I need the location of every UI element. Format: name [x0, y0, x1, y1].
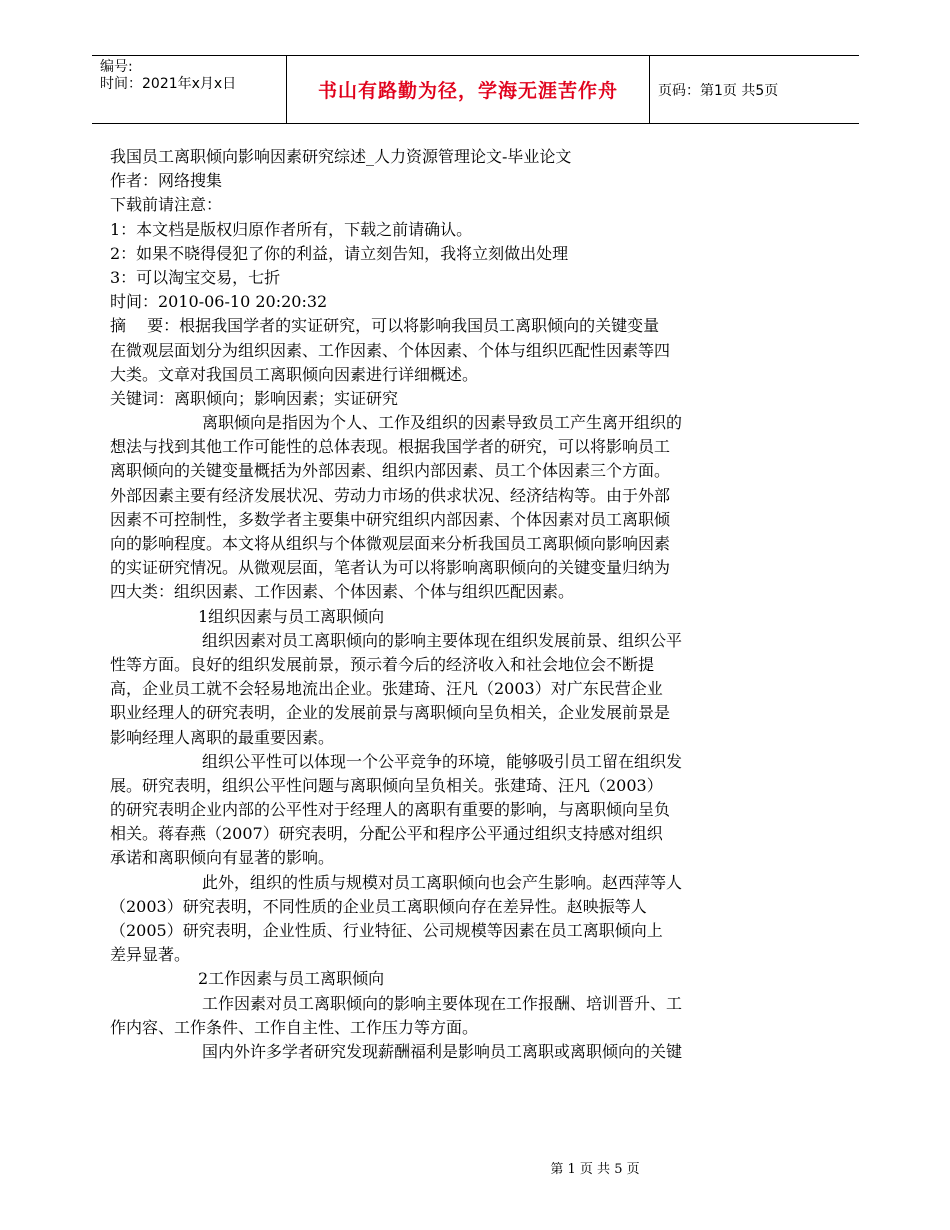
header-meta: [100, 59, 284, 93]
header-page-info: 页码：第1页 共5页: [658, 82, 779, 99]
text-line: 作内容、工作条件、工作自主性、工作压力等方面。: [110, 1017, 479, 1037]
text-line: 下载前请注意：: [110, 195, 223, 215]
text-line: 在微观层面划分为组织因素、工作因素、个体因素、个体与组织匹配性因素等四: [110, 340, 671, 360]
text-line: 我国员工离职倾向影响因素研究综述_人力资源管理论文-毕业论文: [110, 147, 572, 166]
text-line: 组织公平性可以体现一个公平竞争的环境，能够吸引员工留在组织发: [202, 751, 683, 771]
text-line: 影响经理人离职的最重要因素。: [110, 727, 335, 747]
text-line: 外部因素主要有经济发展状况、劳动力市场的供求状况、经济结构等。由于外部: [110, 485, 671, 505]
text-line: 1：本文档是版权归原作者所有，下载之前请确认。: [110, 219, 473, 239]
text-line: 高，企业员工就不会轻易地流出企业。张建琦、汪凡（2003）对广东民营企业: [110, 679, 663, 699]
document-time-label: 时间：2021年x月x日: [100, 76, 237, 92]
document-number-label: 编号:: [100, 59, 133, 75]
text-line: 国内外许多学者研究发现薪酬福利是影响员工离职或离职倾向的关键: [202, 1041, 683, 1061]
page-header: [92, 55, 859, 124]
text-line: 想法与找到其他工作可能性的总体表现。根据我国学者的研究，可以将影响员工: [110, 437, 671, 457]
text-line: 时间：2010-06-10 20:20:32: [110, 292, 328, 312]
text-line: 此外，组织的性质与规模对员工离职倾向也会产生影响。赵西萍等人: [202, 872, 683, 892]
document-body: [110, 145, 770, 1064]
text-line: 性等方面。良好的组织发展前景，预示着今后的经济收入和社会地位会不断提: [110, 654, 655, 674]
text-line: 的研究表明企业内部的公平性对于经理人的离职有重要的影响，与离职倾向呈负: [110, 800, 671, 820]
text-line: 职业经理人的研究表明，企业的发展前景与离职倾向呈负相关，企业发展前景是: [110, 703, 671, 723]
text-line: 承诺和离职倾向有显著的影响。: [110, 848, 335, 868]
text-line: （2005）研究表明，企业性质、行业特征、公司规模等因素在员工离职倾向上: [110, 921, 663, 940]
text-line: 2工作因素与员工离职倾向: [198, 969, 385, 989]
text-line: 作者：网络搜集: [110, 171, 223, 191]
text-line: 3：可以淘宝交易，七折: [110, 267, 281, 287]
text-line: 工作因素对员工离职倾向的影响主要体现在工作报酬、培训晋升、工: [202, 993, 683, 1013]
text-line: 关键词：离职倾向；影响因素；实证研究: [110, 388, 399, 408]
text-line: 的实证研究情况。从微观层面，笔者认为可以将影响离职倾向的关键变量归纳为: [110, 558, 671, 578]
page-footer: 第 1 页 共 5 页: [550, 1162, 640, 1177]
text-line: 向的影响程度。本文将从组织与个体微观层面来分析我国员工离职倾向影响因素: [110, 534, 671, 553]
text-line: 大类。文章对我国员工离职倾向因素进行详细概述。: [110, 364, 479, 384]
header-motto-cell: [286, 56, 650, 123]
text-line: （2003）研究表明，不同性质的企业员工离职倾向存在差异性。赵映振等人: [110, 896, 647, 916]
text-line: 组织因素对员工离职倾向的影响主要体现在组织发展前景、组织公平: [202, 630, 683, 650]
text-line: 四大类：组织因素、工作因素、个体因素、个体与组织匹配因素。: [110, 582, 575, 602]
text-line: 差异显著。: [110, 945, 191, 965]
text-line: 因素不可控制性，多数学者主要集中研究组织内部因素、个体因素对员工离职倾: [110, 509, 671, 529]
text-line: 展。研究表明，组织公平性问题与离职倾向呈负相关。张建琦、汪凡（2003）: [110, 775, 663, 795]
text-line: 相关。蒋春燕（2007）研究表明，分配公平和程序公平通过组织支持感对组织: [110, 824, 663, 844]
text-line: 2：如果不晓得侵犯了你的利益，请立刻告知，我将立刻做出处理: [110, 243, 569, 263]
text-line: 摘 要：根据我国学者的实证研究，可以将影响我国员工离职倾向的关键变量: [110, 316, 660, 336]
header-motto: 书山有路勤为径，学海无涯苦作舟: [317, 80, 618, 102]
text-line: 离职倾向的关键变量概括为外部因素、组织内部因素、员工个体因素三个方面。: [110, 461, 671, 481]
text-line: 1组织因素与员工离职倾向: [198, 606, 385, 626]
text-line: 离职倾向是指因为个人、工作及组织的因素导致员工产生离开组织的: [202, 413, 683, 433]
